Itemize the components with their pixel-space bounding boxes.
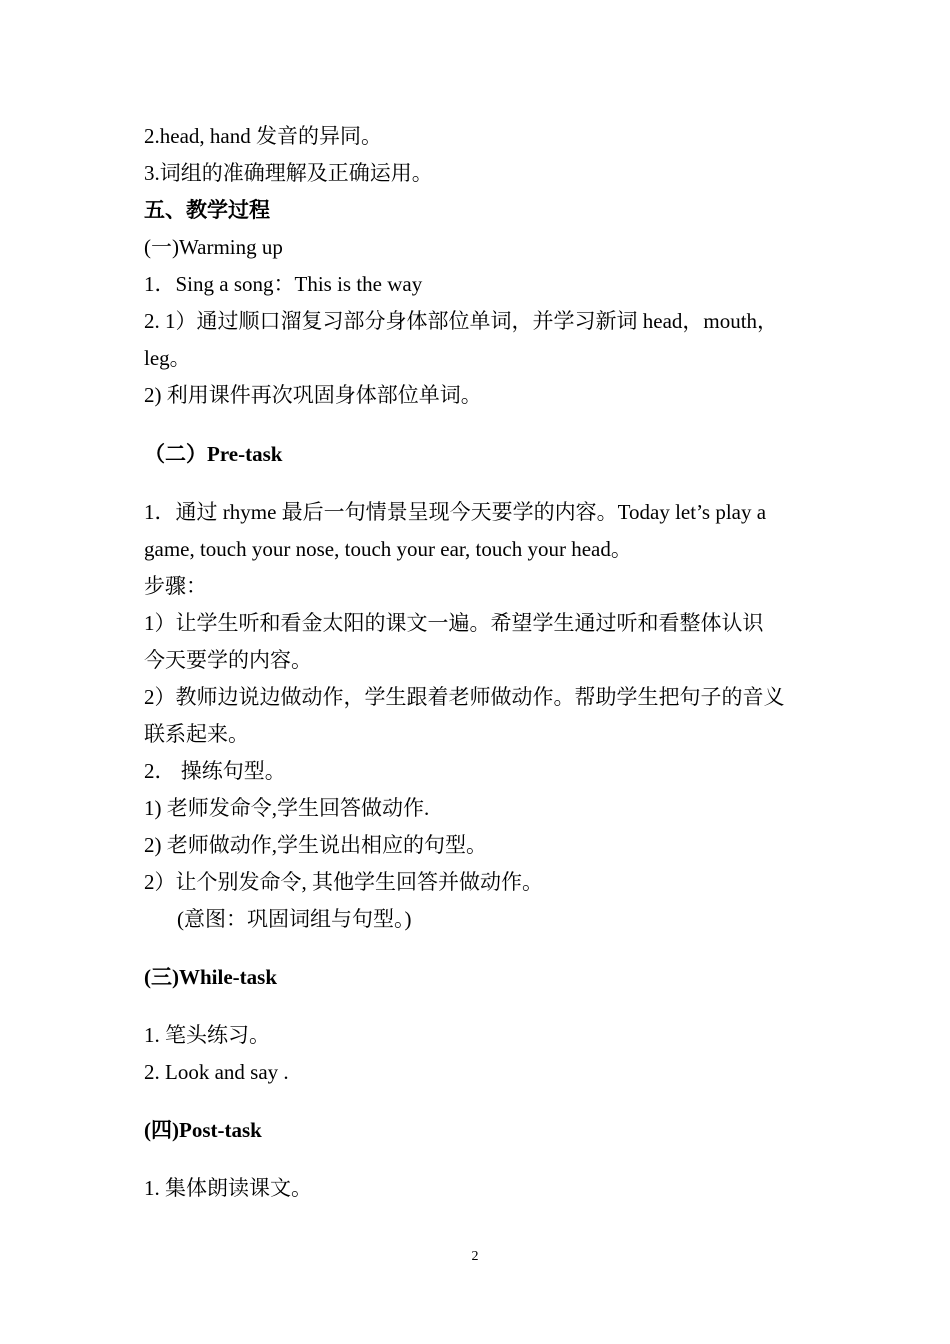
text-line: leg。 bbox=[144, 346, 191, 370]
text-line: 今天要学的内容。 bbox=[144, 648, 312, 672]
subsection-heading: (三)While-task bbox=[144, 965, 277, 989]
text-line: 2. Look and say . bbox=[144, 1060, 289, 1084]
text-line: 1. 集体朗读课文。 bbox=[144, 1176, 312, 1200]
subsection-heading: （二）Pre-task bbox=[144, 442, 283, 466]
subsection-heading: (四)Post-task bbox=[144, 1118, 262, 1142]
text-line: 2． 操练句型。 bbox=[144, 759, 286, 783]
text-line: 1．通过 rhyme 最后一句情景呈现今天要学的内容。Today let’s play a bbox=[144, 500, 767, 524]
text-line: 2. 1）通过顺口溜复习部分身体部位单词，并学习新词 head，mouth， bbox=[144, 309, 779, 333]
text-line: 2.head, hand 发音的异同。 bbox=[144, 124, 382, 148]
text-line: 2）让个别发命令, 其他学生回答并做动作。 bbox=[144, 870, 543, 894]
subsection-heading: (一)Warming up bbox=[144, 235, 283, 259]
text-line: 3.词组的准确理解及正确运用。 bbox=[144, 161, 433, 185]
text-line: 2) 利用课件再次巩固身体部位单词。 bbox=[144, 383, 482, 407]
text-line: (意图：巩固词组与句型。) bbox=[177, 907, 412, 931]
section-heading: 五、教学过程 bbox=[144, 198, 270, 222]
page-number: 2 bbox=[471, 1249, 479, 1264]
text-line: 联系起来。 bbox=[144, 722, 249, 746]
text-line: 2) 老师做动作,学生说出相应的句型。 bbox=[144, 833, 487, 857]
text-line: 2）教师边说边做动作，学生跟着老师做动作。帮助学生把句子的音义 bbox=[144, 685, 785, 709]
text-line: 1．Sing a song：This is the way bbox=[144, 272, 423, 296]
text-line: 1）让学生听和看金太阳的课文一遍。希望学生通过听和看整体认识 bbox=[144, 611, 764, 635]
text-line: game, touch your nose, touch your ear, touch your head。 bbox=[144, 537, 632, 561]
text-line: 1. 笔头练习。 bbox=[144, 1023, 270, 1047]
text-line: 步骤： bbox=[144, 574, 207, 598]
text-line: 1) 老师发命令,学生回答做动作. bbox=[144, 796, 430, 820]
